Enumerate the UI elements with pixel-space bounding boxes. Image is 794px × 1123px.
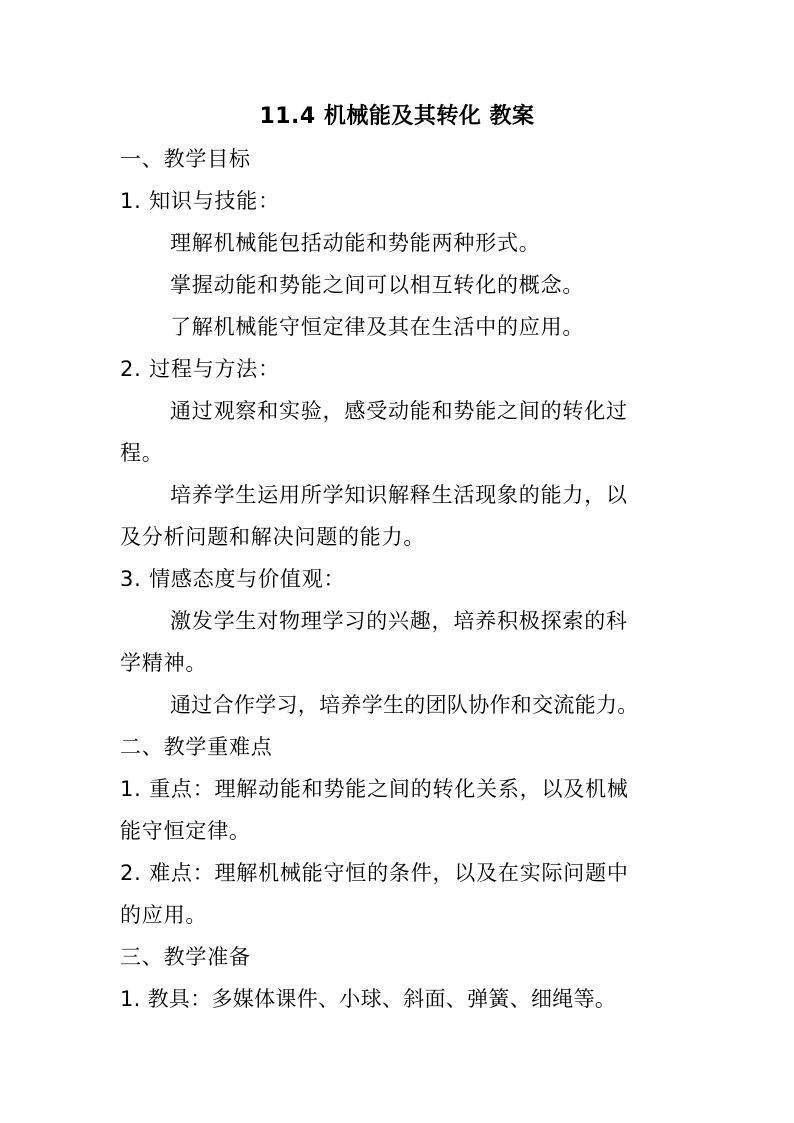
knowledge-line-2: 掌握动能和势能之间可以相互转化的概念。 (170, 273, 585, 297)
difficulty-line1: 2. 难点：理解机械能守恒的条件，以及在实际问题中 (120, 861, 629, 885)
preparation-item-1: 1. 教具：多媒体课件、小球、斜面、弹簧、细绳等。 (120, 987, 617, 1011)
key-point-line1: 1. 重点：理解动能和势能之间的转化关系，以及机械 (120, 777, 629, 801)
section-heading-key-points: 二、教学重难点 (120, 735, 273, 759)
knowledge-line-3: 了解机械能守恒定律及其在生活中的应用。 (170, 315, 585, 339)
process-p1-line2: 程。 (120, 441, 164, 465)
item-attitude-label: 3. 情感态度与价值观： (120, 567, 346, 591)
item-knowledge-label: 1. 知识与技能： (120, 189, 280, 213)
key-point-line2: 能守恒定律。 (120, 819, 251, 843)
process-p1-line1: 通过观察和实验，感受动能和势能之间的转化过 (170, 399, 628, 423)
item-process-label: 2. 过程与方法： (120, 357, 280, 381)
process-p2-line2: 及分析问题和解决问题的能力。 (120, 525, 426, 549)
attitude-p1-line2: 学精神。 (120, 651, 208, 675)
attitude-p1-line1: 激发学生对物理学习的兴趣，培养积极探索的科 (170, 609, 628, 633)
knowledge-line-1: 理解机械能包括动能和势能两种形式。 (170, 231, 541, 255)
difficulty-line2: 的应用。 (120, 903, 208, 927)
process-p2-line1: 培养学生运用所学知识解释生活现象的能力，以 (170, 483, 628, 507)
attitude-p2-line1: 通过合作学习，培养学生的团队协作和交流能力。 (170, 693, 639, 717)
section-heading-preparation: 三、教学准备 (120, 945, 251, 969)
document-title: 11.4 机械能及其转化 教案 (259, 104, 535, 129)
section-heading-objectives: 一、教学目标 (120, 147, 251, 171)
